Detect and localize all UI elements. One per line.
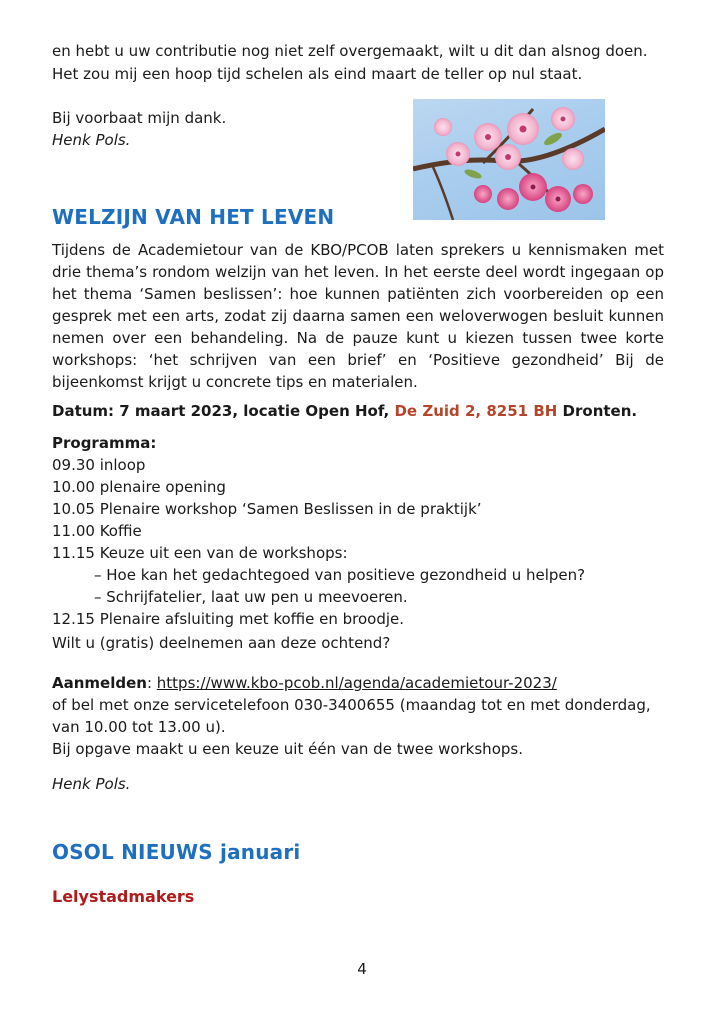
programma-item: 10.00 plenaire opening	[52, 478, 226, 496]
programma-label: Programma:	[52, 434, 157, 452]
datum-city: Dronten.	[557, 402, 638, 420]
welzijn-heading: WELZIJN VAN HET LEVEN	[52, 205, 335, 229]
phone-line-1: of bel met onze servicetelefoon 030-3400655 (maandag tot en met donderdag,	[52, 696, 651, 714]
programma-item: 09.30 inloop	[52, 456, 146, 474]
page-number: 4	[357, 960, 367, 978]
choice-text: Bij opgave maakt u een keuze uit één van de twee workshops.	[52, 740, 523, 758]
programma-closing: 12.15 Plenaire afsluiting met koffie en broodje.	[52, 610, 405, 628]
intro-line-2: Het zou mij een hoop tijd schelen als eind maart de teller op nul staat.	[52, 65, 583, 83]
programma-item: 11.00 Koffie	[52, 522, 142, 540]
aanmelden-link[interactable]: https://www.kbo-pcob.nl/agenda/academietour-2023/	[156, 674, 557, 692]
intro-line-1: en hebt u uw contributie nog niet zelf overgemaakt, wilt u dit dan alsnog doen.	[52, 42, 648, 60]
cherry-blossom-photo	[413, 99, 605, 220]
programma-item: 10.05 Plenaire workshop ‘Samen Beslissen in de praktijk’	[52, 500, 482, 518]
welzijn-body: Tijdens de Academietour van de KBO/PCOB laten sprekers u kennismaken met drie thema’s rondom welzijn van het leven. In het eerste deel wordt ingegaan op het thema ‘Samen beslissen’: hoe kunnen patiënten zich voorbereiden op een gesprek met een arts, zodat zij daarna samen een weloverwogen besluit kunnen nemen over een behandeling. Na de pauze kunt u kiezen tussen twee korte workshops: ‘het schrijven van een brief’ en ‘Positieve gezondheid’ Bij de bijeenkomst krijgt u concrete tips en materialen.	[52, 241, 664, 391]
aanmelden-label: Aanmelden	[52, 674, 147, 692]
question-text: Wilt u (gratis) deelnemen aan deze ochtend?	[52, 634, 391, 652]
aanmelden-line	[52, 672, 664, 694]
osol-heading: OSOL NIEUWS januari	[52, 840, 301, 864]
programma-item: 11.15 Keuze uit een van de workshops:	[52, 544, 348, 562]
workshop-item: – Hoe kan het gedachtegoed van positieve gezondheid u helpen?	[94, 566, 586, 584]
intro-signature: Henk Pols.	[52, 131, 131, 149]
osol-subheading: Lelystadmakers	[52, 887, 195, 906]
datum-address: De Zuid 2, 8251 BH	[394, 402, 558, 420]
aanmelden-colon: :	[146, 674, 157, 692]
thanks-text: Bij voorbaat mijn dank.	[52, 109, 227, 127]
workshop-item: – Schrijfatelier, laat uw pen u meevoeren.	[94, 588, 408, 606]
datum-prefix: Datum: 7 maart 2023, locatie Open Hof,	[52, 402, 395, 420]
programma-list	[52, 454, 664, 630]
datum-line	[52, 400, 664, 422]
phone-line-2: van 10.00 tot 13.00 u).	[52, 718, 226, 736]
welzijn-signature: Henk Pols.	[52, 775, 131, 793]
cherry-blossom-icon	[413, 99, 605, 220]
